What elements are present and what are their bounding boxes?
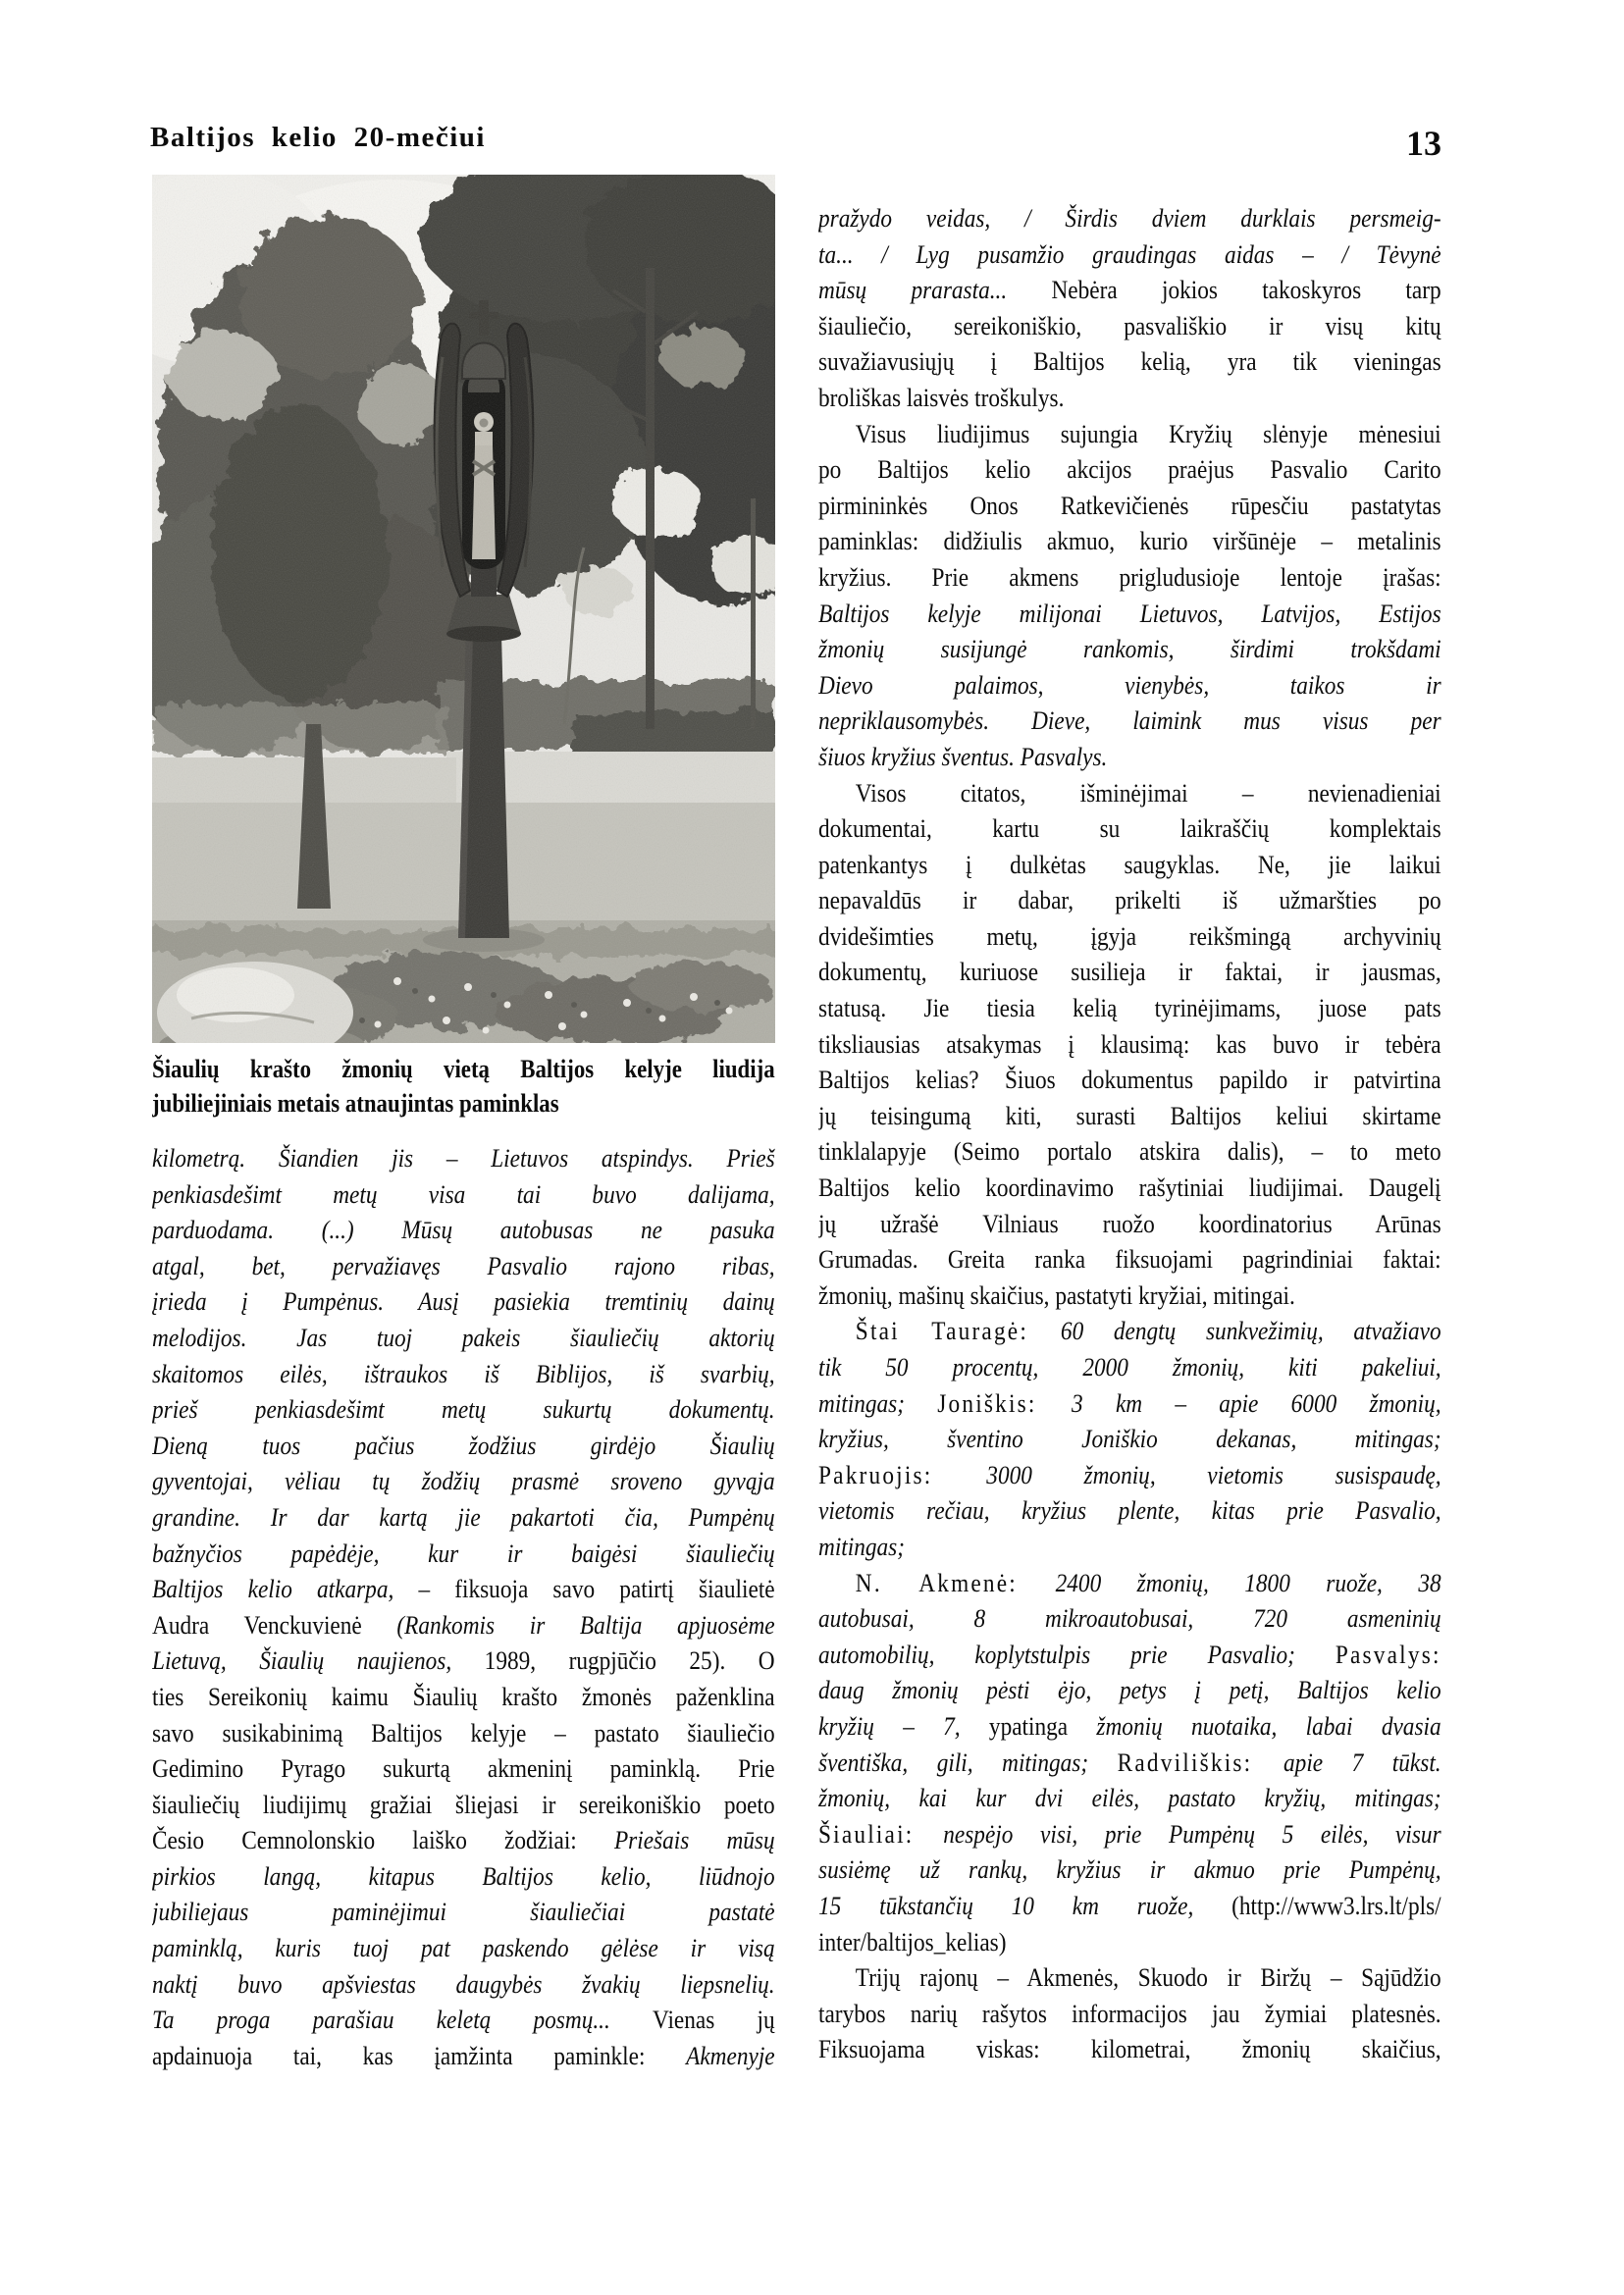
text-line <box>818 1349 1441 1385</box>
text-line <box>152 1052 775 1086</box>
text-segment: įrieda į Pumpėnus. Ausį pasiekia tremtinių dainų <box>152 1286 775 1317</box>
text-segment: Česio Cemnolonskio laiško žodžiai: <box>152 1825 614 1855</box>
text-line <box>818 775 1441 811</box>
text-segment: skaitomos eilės, ištraukos iš Biblijos, iš svarbių, <box>152 1358 775 1388</box>
text-line <box>818 1745 1441 1781</box>
text-segment: šiauliečio, sereikoniškio, pasvališkio ir visų kitų <box>818 310 1441 340</box>
text-segment: mitingas; <box>818 1387 938 1418</box>
text-segment: mūsų prarasta... <box>818 275 1052 305</box>
text-line <box>818 882 1441 918</box>
text-segment: po Baltijos kelio akcijos praėjus Pasvalio Carito <box>818 454 1441 485</box>
text-segment: pirmininkės Onos Ratkevičienės rūpesčiu pastatytas <box>818 490 1441 520</box>
text-line <box>818 1852 1441 1888</box>
text-line <box>818 1385 1441 1422</box>
text-segment: (http://www3.lrs.lt/pls/ <box>1231 1890 1441 1920</box>
text-segment: atgal, bet, pervažiavęs Pasvalio rajono ribas, <box>152 1250 775 1280</box>
text-line <box>818 1313 1441 1349</box>
text-line <box>818 810 1441 847</box>
text-line <box>818 847 1441 883</box>
text-segment: Dievo palaimos, vienybės, taikos ir <box>818 669 1441 700</box>
text-segment: žmonių nuotaika, labai dvasia <box>1096 1710 1441 1741</box>
text-line <box>152 1894 775 1930</box>
text-segment: Šiaulių krašto žmonių vietą Baltijos kelyje liudija <box>152 1055 775 1083</box>
text-segment: ties Sereikonių kaimu Šiaulių krašto žmonės paženklina <box>152 1681 775 1711</box>
text-segment: žmonių, mašinų skaičius, pastatyti kryžiai, mitingai. <box>818 1279 1295 1310</box>
text-segment: Baltijos kelias? Šiuos dokumentus papildo ir patvirtina <box>818 1065 1441 1095</box>
text-line <box>818 1278 1441 1314</box>
text-line <box>152 1822 775 1858</box>
text-segment: Nebėra jokios takoskyros tarp <box>1051 275 1441 305</box>
text-segment: prieš penkiasdešimt metų sukurtų dokumentų. <box>152 1394 775 1425</box>
text-segment: parduodama. (...) Mūsų autobusas ne pasuka <box>152 1215 775 1245</box>
text-line <box>818 308 1441 344</box>
text-line <box>818 380 1441 416</box>
text-segment: jų užrašė Vilniaus ruožo koordinatorius Arūnas <box>818 1208 1441 1238</box>
text-segment: Baltijos kelio atkarpa, <box>152 1574 394 1604</box>
text-segment: Baltijos kelio koordinavimo rašytiniai liudijimai. Daugelį <box>818 1173 1441 1203</box>
text-line <box>818 1529 1441 1565</box>
text-segment: kryžius. Prie akmens prigludusioje lentoje įrašas: <box>818 561 1441 592</box>
text-line <box>152 1750 775 1787</box>
text-line <box>818 1924 1441 1960</box>
text-segment: Pasvalys: <box>1335 1639 1441 1669</box>
text-line <box>818 739 1441 775</box>
text-segment: kilometrą. Šiandien jis – Lietuvos atspindys. Prieš <box>152 1143 775 1173</box>
text-segment: susiėmę už rankų, kryžius ir akmuo prie Pumpėnų, <box>818 1854 1441 1885</box>
text-line <box>818 631 1441 667</box>
text-line <box>152 1283 775 1320</box>
text-line <box>818 451 1441 488</box>
text-line <box>818 954 1441 990</box>
text-segment: 2400 žmonių, 1800 ruože, 38 <box>1055 1567 1441 1597</box>
monument-photo <box>152 175 775 1043</box>
text-segment: Visus liudijimus sujungia Kryžių slėnyje mėnesiui <box>855 418 1441 448</box>
text-line <box>818 523 1441 559</box>
text-segment: 1989, rugpjūčio 25). O <box>484 1645 775 1676</box>
text-segment: ta... / Lyg pusamžio graudingas aidas – / Tėvynė <box>818 238 1441 269</box>
text-line <box>152 1320 775 1356</box>
text-segment: Audra Venckuvienė <box>152 1609 397 1640</box>
text-segment: paminklą, kuris tuoj pat paskendo gėlėse ir visą <box>152 1933 775 1963</box>
text-segment: 3000 žmonių, vietomis susispaudę, <box>986 1459 1441 1489</box>
text-segment: Gedimino Pyrago sukurtą akmeninį paminklą. Prie <box>152 1753 775 1784</box>
text-line <box>152 1391 775 1428</box>
text-segment: dvidešimties metų, įgyja reikšmingą archyvinių <box>818 920 1441 951</box>
text-segment: žmonių, kai kur dvi eilės, pastato kryžių, mitingas; <box>818 1783 1441 1813</box>
left-text-column <box>152 1140 775 2073</box>
text-line <box>152 1607 775 1643</box>
text-segment: jubiliejiniais metais atnaujintas paminklas <box>152 1089 559 1118</box>
text-segment: ypatinga <box>988 1710 1097 1741</box>
text-line <box>152 1499 775 1536</box>
text-line <box>818 1565 1441 1601</box>
text-line <box>818 1206 1441 1242</box>
text-segment: šventiška, gili, mitingas; <box>818 1747 1118 1777</box>
text-line <box>152 1571 775 1607</box>
text-segment: apie 7 tūkst. <box>1283 1747 1441 1777</box>
text-line <box>152 1966 775 2003</box>
text-line <box>818 990 1441 1026</box>
text-segment: broliškas laisvės troškulys. <box>818 382 1065 412</box>
text-segment: Štai Tauragė: <box>855 1316 1061 1346</box>
text-line <box>818 1062 1441 1098</box>
text-line <box>152 1679 775 1715</box>
text-line <box>818 1816 1441 1852</box>
text-line <box>152 1176 775 1213</box>
text-segment: pirkios langą, kitapus Baltijos kelio, liūdnojo <box>152 1860 775 1891</box>
text-segment: nepavaldūs ir dabar, prikelti iš užmaršties po <box>818 885 1441 915</box>
text-segment: automobilių, koplytstulpis prie Pasvalio; <box>818 1639 1336 1669</box>
text-line <box>152 1086 775 1121</box>
text-line <box>818 200 1441 236</box>
text-line <box>818 1780 1441 1816</box>
text-line <box>818 1492 1441 1529</box>
text-segment: Radviliškis: <box>1117 1747 1284 1777</box>
text-line <box>818 1672 1441 1708</box>
text-line <box>818 1708 1441 1745</box>
text-line <box>818 667 1441 704</box>
text-line <box>152 1140 775 1176</box>
text-segment: savo susikabinimą Baltijos kelyje – pastato šiauliečio <box>152 1717 775 1747</box>
film-grain-overlay <box>152 175 775 1043</box>
text-line <box>152 1787 775 1823</box>
text-segment: penkiasdešimt metų visa tai buvo dalijama, <box>152 1178 775 1209</box>
text-line <box>818 559 1441 596</box>
text-segment: inter/baltijos_kelias) <box>818 1926 1007 1956</box>
text-segment: bažnyčios papėdėje, kur ir baigėsi šiauliečių <box>152 1538 775 1568</box>
text-line <box>818 343 1441 380</box>
text-segment: kryžius, šventino Joniškio dekanas, mitingas; <box>818 1424 1441 1454</box>
text-segment: Lietuvą, Šiaulių naujienos, <box>152 1645 485 1676</box>
text-segment: 15 tūkstančių 10 km ruože, <box>818 1890 1232 1920</box>
text-segment: jubiliejaus paminėjimui šiauliečiai pastatė <box>152 1897 775 1927</box>
text-line <box>818 1241 1441 1278</box>
text-line <box>152 1536 775 1572</box>
text-line <box>152 1858 775 1895</box>
text-segment: 3 km – apie 6000 žmonių, <box>1072 1387 1441 1418</box>
text-line <box>818 272 1441 308</box>
text-segment: Vienas jų <box>653 2005 775 2035</box>
text-segment: šiauliečių liudijimų gražiai šliejasi ir sereikoniškio poeto <box>152 1789 775 1819</box>
text-segment: Priešais mūsų <box>613 1825 775 1855</box>
text-segment: daug žmonių pėsti ėjo, petys į petį, Baltijos kelio <box>818 1675 1441 1705</box>
text-segment: gyventojai, vėliau tų žodžių prasmė sroveno gyvąja <box>152 1466 775 1496</box>
text-line <box>818 1959 1441 1996</box>
text-line <box>818 596 1441 632</box>
text-line <box>152 1643 775 1679</box>
text-segment: šiuos kryžius šventus. Pasvalys. <box>818 741 1108 771</box>
text-line <box>818 1888 1441 1924</box>
text-segment: patenkantys į dulkėtas saugyklas. Ne, jie laikui <box>818 849 1441 879</box>
text-segment: melodijos. Jas tuoj pakeis šiauliečių aktorių <box>152 1322 775 1352</box>
text-segment: Ta proga parašiau keletą posmų... <box>152 2005 654 2035</box>
text-segment: nespėjo visi, prie Pumpėnų 5 eilės, visur <box>943 1818 1441 1849</box>
text-segment: pražydo veidas, / Širdis dviem durklais persmeig- <box>818 203 1441 233</box>
photo-caption <box>152 1052 775 1121</box>
text-segment: grandine. Ir dar kartą jie pakartoti čia, Pumpėnų <box>152 1501 775 1532</box>
monument-photo-image <box>152 175 775 1043</box>
text-line <box>818 416 1441 452</box>
text-segment: 60 dengtų sunkvežimių, atvažiavo <box>1060 1316 1441 1346</box>
text-segment: Joniškis: <box>937 1387 1073 1418</box>
text-segment: statusą. Jie tiesia kelią tyrinėjimams, juose pats <box>818 993 1441 1023</box>
text-line <box>152 1463 775 1499</box>
text-line <box>818 1098 1441 1134</box>
text-line <box>152 2038 775 2074</box>
text-segment: Fiksuojama viskas: kilometrai, žmonių skaičius, <box>818 2034 1441 2064</box>
text-segment: tinklalapyje (Seimo portalo atskira dalis), – to meto <box>818 1136 1441 1167</box>
text-line <box>152 1212 775 1248</box>
text-segment: Dieną tuos pačius žodžius girdėjo Šiaulių <box>152 1430 775 1460</box>
text-segment: vietomis rečiau, kryžius plente, kitas prie Pasvalio, <box>818 1495 1441 1526</box>
text-line <box>818 1996 1441 2032</box>
text-segment: Baltijos kelyje milijonai Lietuvos, Latvijos, Estijos <box>818 598 1441 628</box>
text-line <box>152 1356 775 1392</box>
text-segment: – fiksuoja savo patirtį šiaulietė <box>393 1574 775 1604</box>
text-segment: mitingas; <box>818 1531 906 1561</box>
text-line <box>818 1421 1441 1457</box>
text-line <box>152 2002 775 2038</box>
text-segment: dokumentai, kartu su laikraščių komplektais <box>818 813 1441 844</box>
text-segment: tarybos narių rašytos informacijos jau žymiai platesnės. <box>818 1998 1441 2028</box>
text-line <box>818 1600 1441 1637</box>
text-segment: apdainuoja tai, kas įamžinta paminkle: <box>152 2040 687 2070</box>
text-line <box>152 1428 775 1464</box>
text-line <box>152 1930 775 1966</box>
page-number: 13 <box>1406 124 1441 163</box>
text-segment: Visos citatos, išminėjimai – nevienadieniai <box>855 777 1441 808</box>
text-segment: Trijų rajonų – Akmenės, Skuodo ir Biržų – Sąjūdžio <box>855 1962 1441 1993</box>
text-line <box>152 1715 775 1751</box>
text-line <box>818 1637 1441 1673</box>
text-segment: Akmenyje <box>686 2040 775 2070</box>
text-segment: N. Akmenė: <box>855 1567 1056 1597</box>
text-segment: Grumadas. Greita ranka fiksuojami pagrindiniai faktai: <box>818 1244 1441 1275</box>
text-segment: naktį buvo apšviestas daugybės žvakių liepsnelių. <box>152 1968 775 1999</box>
text-segment: dokumentų, kuriuose susilieja ir faktai, ir jausmas, <box>818 957 1441 987</box>
right-text-column <box>818 200 1441 2067</box>
text-line <box>818 703 1441 739</box>
text-line <box>818 918 1441 955</box>
text-line <box>818 1457 1441 1493</box>
text-line <box>818 1026 1441 1063</box>
text-segment: tik 50 procentų, 2000 žmonių, kiti pakeliui, <box>818 1352 1441 1382</box>
text-line <box>152 1248 775 1284</box>
text-segment: (Rankomis ir Baltija apjuosėme <box>396 1609 775 1640</box>
text-segment: autobusai, 8 mikroautobusai, 720 asmeninių <box>818 1603 1441 1634</box>
text-segment: paminklas: didžiulis akmuo, kurio viršūnėje – metalinis <box>818 526 1441 556</box>
page-header-title: Baltijos kelio 20-mečiui <box>150 122 486 153</box>
text-line <box>818 2031 1441 2067</box>
text-segment: tiksliausias atsakymas į klausimą: kas buvo ir tebėra <box>818 1028 1441 1059</box>
text-line <box>818 1133 1441 1170</box>
text-line <box>818 488 1441 524</box>
text-segment: žmonių susijungė rankomis, širdimi trokšdami <box>818 634 1441 664</box>
text-line <box>818 236 1441 273</box>
text-segment: Šiauliai: <box>818 1818 944 1849</box>
text-segment: Pakruojis: <box>818 1459 987 1489</box>
text-segment: suvažiavusiųjų į Baltijos kelią, yra tik vieningas <box>818 346 1441 377</box>
text-segment: nepriklausomybės. Dieve, laimink mus visus per <box>818 705 1441 736</box>
text-line <box>818 1170 1441 1206</box>
text-segment: kryžių – 7, <box>818 1710 989 1741</box>
text-segment: jų teisingumą kiti, surasti Baltijos keliui skirtame <box>818 1100 1441 1130</box>
